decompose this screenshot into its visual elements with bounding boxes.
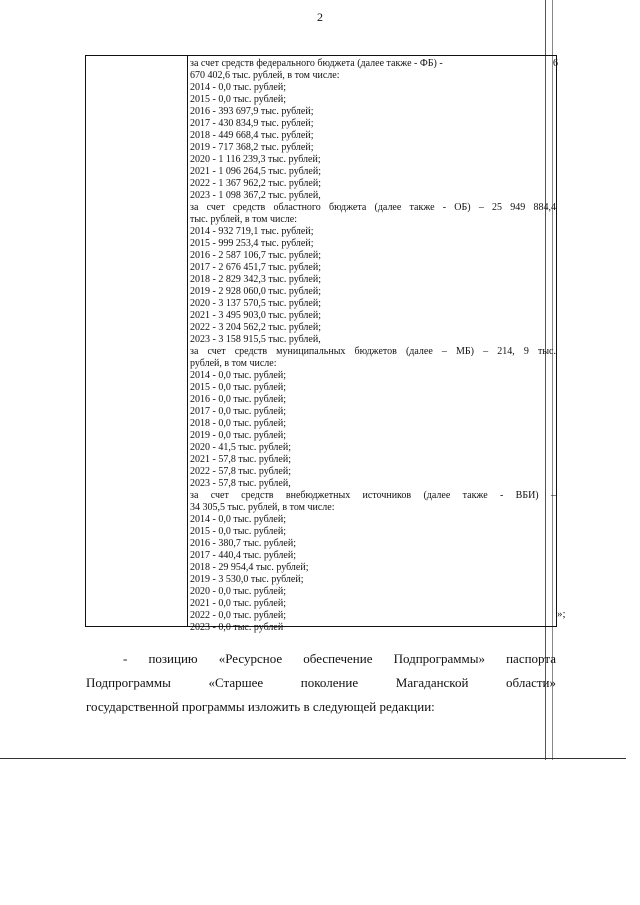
- table-cell-content: [190, 58, 556, 634]
- table-line: 2018 - 29 954,4 тыс. рублей;: [190, 562, 309, 573]
- table-line: 2020 - 1 116 239,3 тыс. рублей;: [190, 154, 321, 165]
- table-line: 2022 - 3 204 562,2 тыс. рублей;: [190, 322, 321, 333]
- table-line: за счет средств федерального бюджета (далее также - ФБ) -: [190, 58, 443, 69]
- table-line: 2023 - 57,8 тыс. рублей,: [190, 478, 291, 489]
- table-column-divider: [187, 56, 188, 626]
- paragraph-line: - позицию «Ресурсное обеспечение Подпрограммы» паспорта: [123, 651, 556, 666]
- amendment-paragraph: [86, 647, 556, 719]
- table-line: 2016 - 393 697,9 тыс. рублей;: [190, 106, 314, 117]
- table-line: 2016 - 0,0 тыс. рублей;: [190, 394, 286, 405]
- table-line: за счет средств внебюджетных источников (далее также - ВБИ) –: [190, 490, 556, 501]
- table-line: 2014 - 0,0 тыс. рублей;: [190, 370, 286, 381]
- table-line: за счет средств областного бюджета (далее также - ОБ) – 25 949 884,4: [190, 202, 556, 213]
- table-line: 2019 - 717 368,2 тыс. рублей;: [190, 142, 314, 153]
- paragraph-line: Подпрограммы «Старшее поколение Магаданской области»: [86, 675, 556, 690]
- table-line: рублей, в том числе:: [190, 358, 277, 369]
- table-line: 2018 - 2 829 342,3 тыс. рублей;: [190, 274, 321, 285]
- table-line: 2018 - 449 668,4 тыс. рублей;: [190, 130, 314, 141]
- table-line: 2021 - 1 096 264,5 тыс. рублей;: [190, 166, 321, 177]
- page-number: 2: [317, 10, 323, 24]
- table-line: 2016 - 2 587 106,7 тыс. рублей;: [190, 250, 321, 261]
- side-number: 6: [553, 58, 558, 69]
- table-line: 2020 - 41,5 тыс. рублей;: [190, 442, 291, 453]
- table-line: 2020 - 0,0 тыс. рублей;: [190, 586, 286, 597]
- table-line: 2020 - 3 137 570,5 тыс. рублей;: [190, 298, 321, 309]
- table-line: 2022 - 57,8 тыс. рублей;: [190, 466, 291, 477]
- table-line: 2015 - 999 253,4 тыс. рублей;: [190, 238, 314, 249]
- table-line: 34 305,5 тыс. рублей, в том числе:: [190, 502, 335, 513]
- table-line: 2014 - 0,0 тыс. рублей;: [190, 82, 286, 93]
- table-line: 2016 - 380,7 тыс. рублей;: [190, 538, 296, 549]
- resource-table: [85, 55, 557, 633]
- closing-quote: »;: [557, 608, 566, 620]
- table-line: 2014 - 932 719,1 тыс. рублей;: [190, 226, 314, 237]
- table-line: 2021 - 0,0 тыс. рублей;: [190, 598, 286, 609]
- table-line: 2019 - 0,0 тыс. рублей;: [190, 430, 286, 441]
- table-line: 2015 - 0,0 тыс. рублей;: [190, 94, 286, 105]
- table-line: 2017 - 440,4 тыс. рублей;: [190, 550, 296, 561]
- table-line: 2015 - 0,0 тыс. рублей;: [190, 526, 286, 537]
- table-line: 2014 - 0,0 тыс. рублей;: [190, 514, 286, 525]
- table-line: 2021 - 57,8 тыс. рублей;: [190, 454, 291, 465]
- table-line: 2017 - 0,0 тыс. рублей;: [190, 406, 286, 417]
- paragraph-line: государственной программы изложить в следующей редакции:: [86, 699, 435, 714]
- table-line: 2017 - 2 676 451,7 тыс. рублей;: [190, 262, 321, 273]
- table-line: 2015 - 0,0 тыс. рублей;: [190, 382, 286, 393]
- table-line: 2022 - 1 367 962,2 тыс. рублей;: [190, 178, 321, 189]
- table-line: 670 402,6 тыс. рублей, в том числе:: [190, 70, 340, 81]
- page-separator-line: [0, 758, 626, 759]
- table-line: 2021 - 3 495 903,0 тыс. рублей;: [190, 310, 321, 321]
- table-line: тыс. рублей, в том числе:: [190, 214, 298, 225]
- table-line: 2017 - 430 834,9 тыс. рублей;: [190, 118, 314, 129]
- table-line: 2019 - 3 530,0 тыс. рублей;: [190, 574, 304, 585]
- table-line: 2023 - 0,0 тыс. рублей: [190, 622, 284, 633]
- table-line: 2022 - 0,0 тыс. рублей;: [190, 610, 286, 621]
- table-line: 2018 - 0,0 тыс. рублей;: [190, 418, 286, 429]
- table-line: 2023 - 1 098 367,2 тыс. рублей,: [190, 190, 321, 201]
- table-line: за счет средств муниципальных бюджетов (далее – МБ) – 214, 9 тыс.: [190, 346, 556, 357]
- table-line: 2019 - 2 928 060,0 тыс. рублей;: [190, 286, 321, 297]
- table-line: 2023 - 3 158 915,5 тыс. рублей,: [190, 334, 321, 345]
